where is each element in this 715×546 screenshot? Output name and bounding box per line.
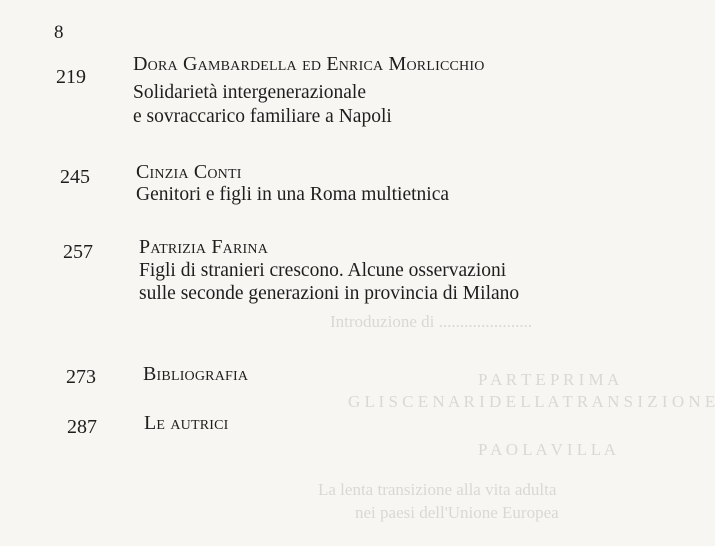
- page-number: 8: [54, 22, 64, 43]
- toc-entry-title-line: e sovraccarico familiare a Napoli: [133, 106, 392, 127]
- bleed-through-line: Introduzione di ......................: [330, 312, 533, 331]
- toc-entry-page: 257: [63, 241, 93, 263]
- bleed-through-line: La lenta transizione alla vita adulta: [318, 480, 557, 499]
- bleed-through-line: nei paesi dell'Unione Europea: [355, 503, 559, 522]
- toc-entry-author: Cinzia Conti: [136, 161, 242, 183]
- toc-entry-page: 219: [56, 66, 86, 88]
- bleed-through-line: G L I S C E N A R I D E L L A T R A N S I Z I O N E: [348, 392, 715, 411]
- toc-entry-author: Le autrici: [144, 412, 229, 434]
- toc-entry-author: Patrizia Farina: [139, 236, 269, 258]
- toc-entry-title-line: Solidarietà intergenerazionale: [133, 82, 366, 103]
- toc-entry-page: 245: [60, 166, 90, 188]
- toc-entry-title-line: Genitori e figli in una Roma multietnica: [136, 184, 450, 205]
- toc-entry-author: Dora Gambardella ed Enrica Morlicchio: [133, 53, 485, 75]
- bleed-through-line: P A O L A V I L L A: [478, 440, 617, 459]
- bleed-through-line: P A R T E P R I M A: [478, 370, 620, 389]
- toc-entry-author: Bibliografia: [143, 363, 249, 385]
- toc-entry-title-line: sulle seconde generazioni in provincia di Milano: [139, 283, 520, 304]
- toc-entry-page: 287: [67, 416, 97, 438]
- toc-entry-title-line: Figli di stranieri crescono. Alcune osservazioni: [139, 260, 507, 281]
- toc-entry-page: 273: [66, 366, 96, 388]
